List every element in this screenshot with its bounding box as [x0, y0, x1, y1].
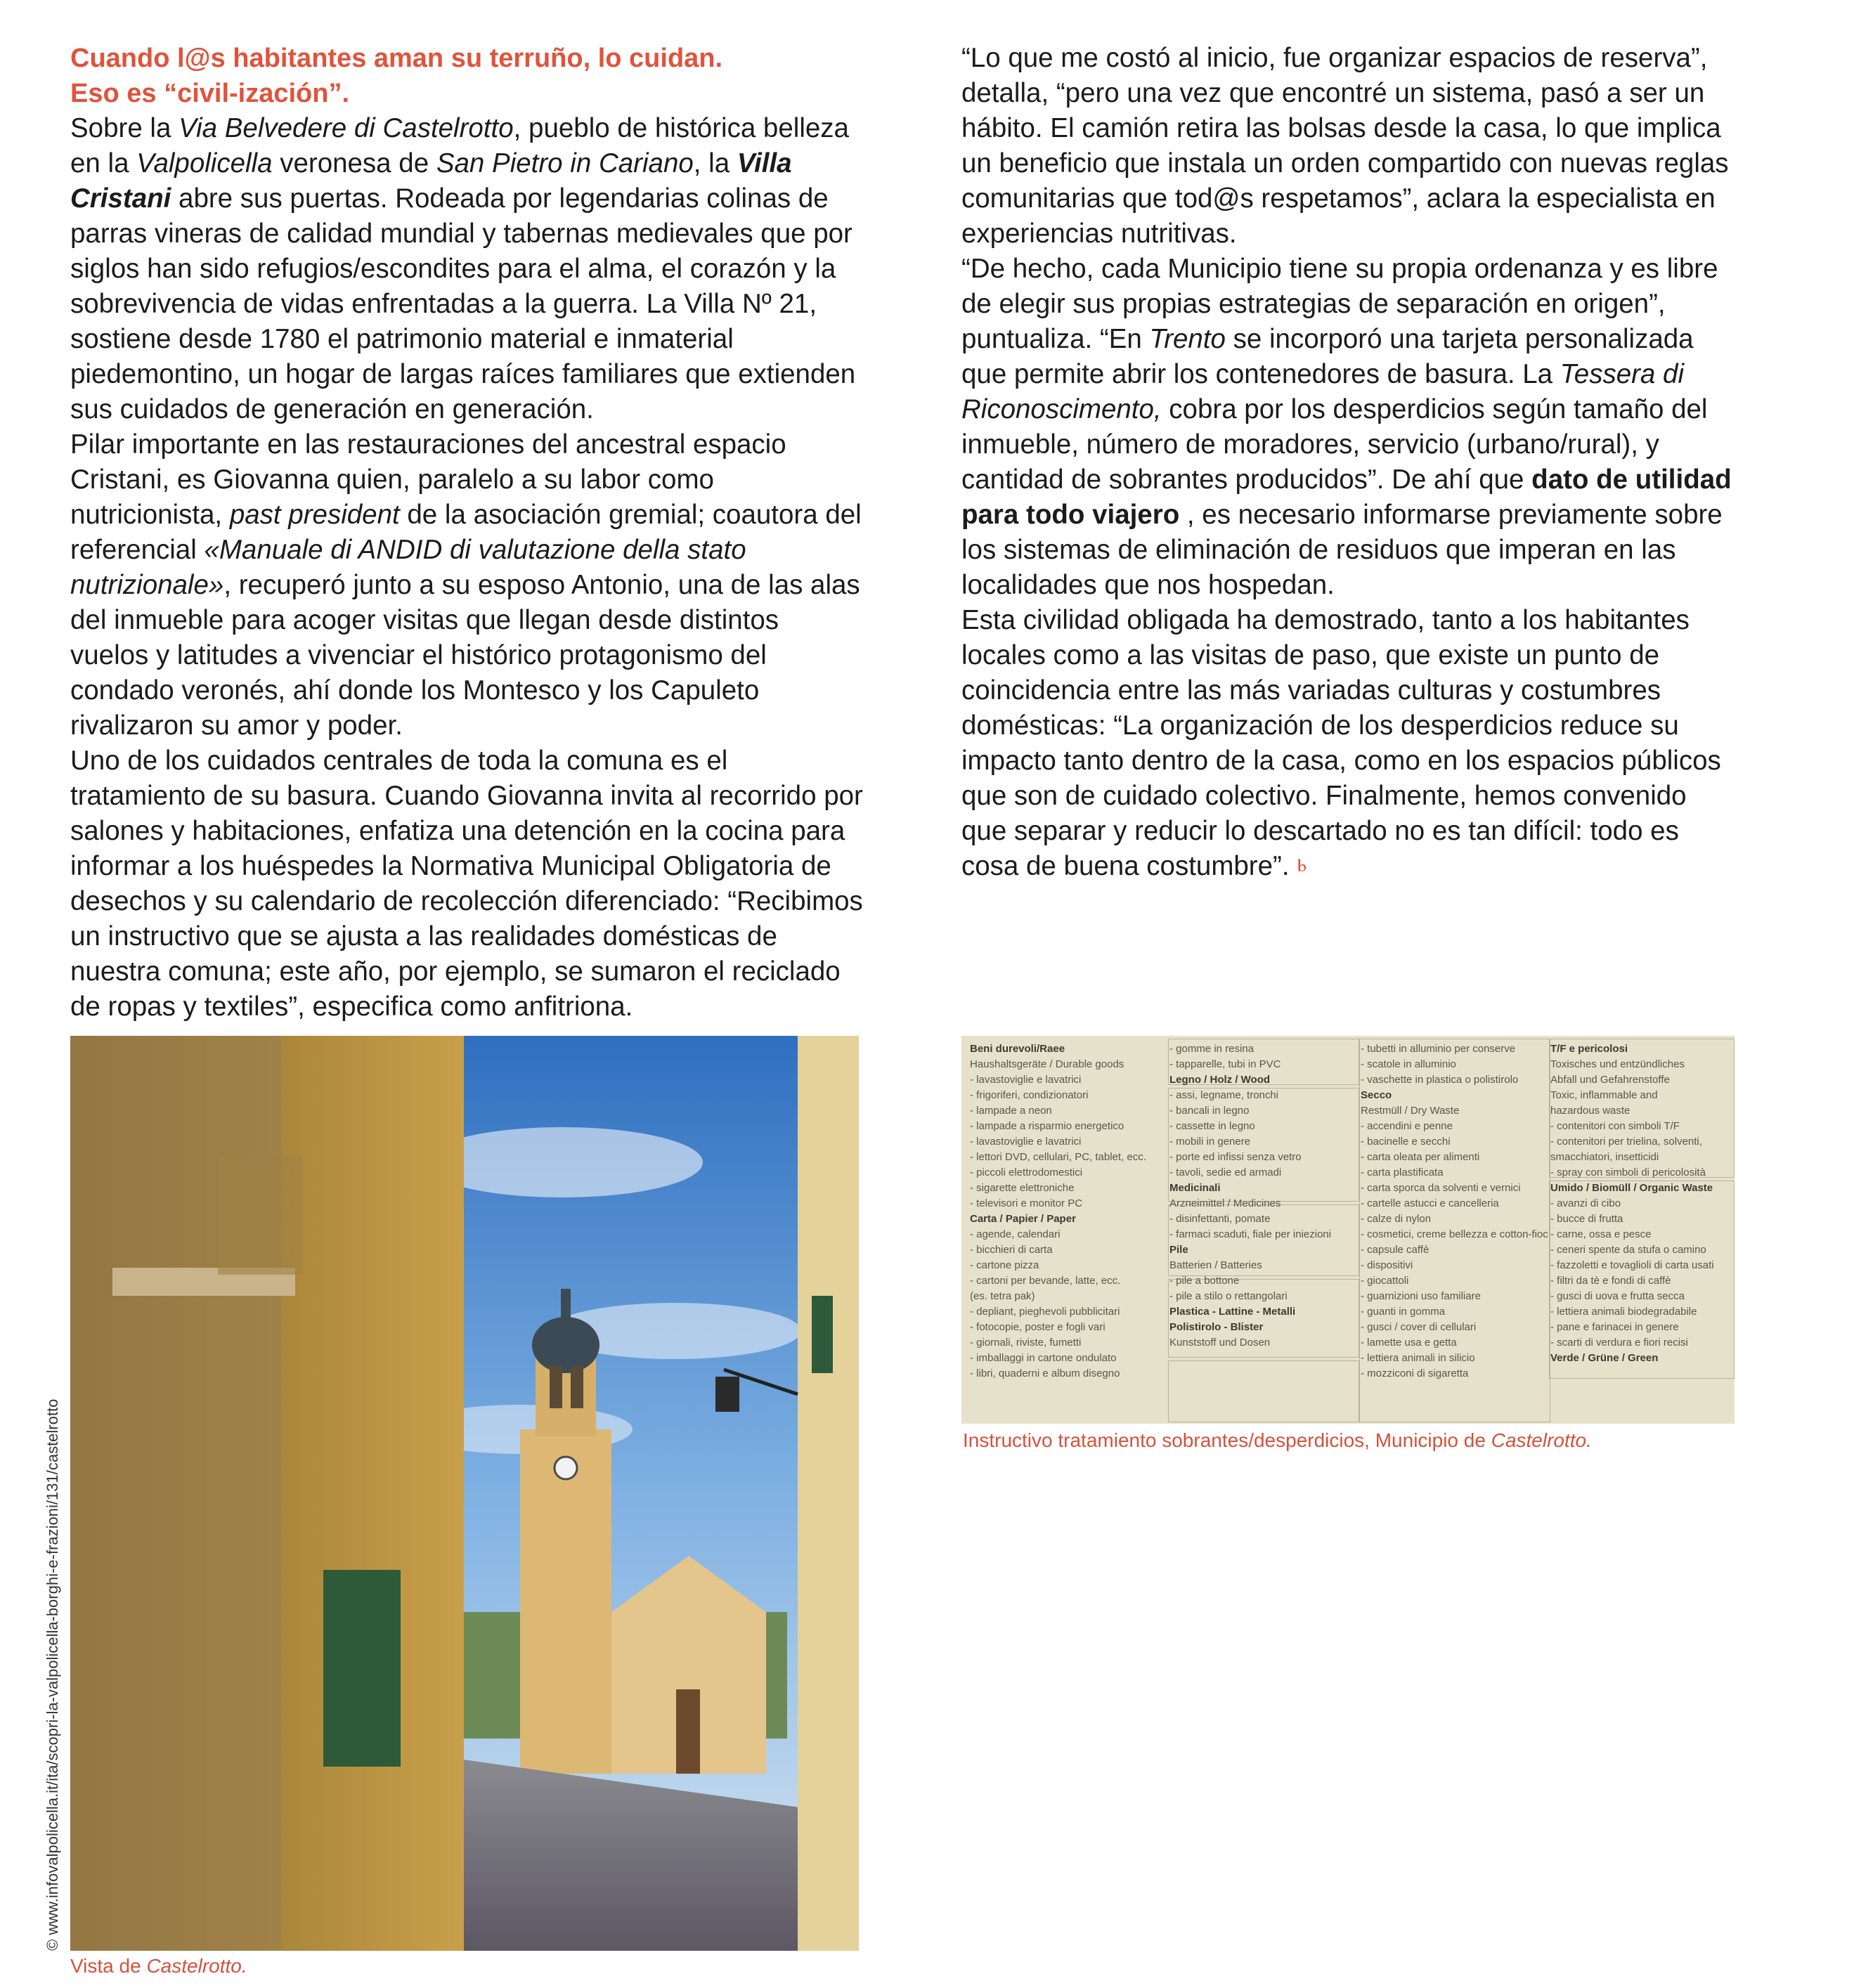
text-run: cobra por los desperdicios según tamaño del inmueble, número de moradores, servicio (urbano/rural), y cantidad de sobrantes producidos”. De ahí que	[961, 394, 1708, 495]
sheet-line: - cartoni per bevande, latte, ecc.	[970, 1275, 1121, 1287]
sheet-line: - contenitori con simboli T/F	[1550, 1120, 1680, 1132]
text-run: Esta civilidad obligada ha demostrado, tanto a los habitantes locales como a las visitas de paso, que existe un punto de coincidencia entre las más variadas culturas y costumbres domésticas: “La organización de los desperdicios reduce su impacto tanto dentro de la casa, como en los espacios públicos que son de cuidado colectivo. Finalmente, hemos convenido que separar y reducir lo descartado no es tan difícil: todo es cosa de buena costumbre”.	[961, 605, 1721, 881]
sheet-line: Haushaltsgeräte / Durable goods	[970, 1058, 1124, 1070]
caption-text: Vista de	[70, 1955, 147, 1977]
text-run: “De hecho, cada Municipio tiene su propia ordenanza y es libre de elegir sus propias estrategias de separación en origen”, puntualiza. “En	[961, 254, 1718, 354]
headline	[70, 41, 864, 111]
sheet-column-1	[970, 1041, 1168, 1382]
sheet-line: - calze di nylon	[1361, 1213, 1432, 1225]
sheet-line: Abfall und Gefahrenstoffe	[1550, 1074, 1670, 1086]
waste-instruction-sheet	[961, 1036, 1735, 1424]
sheet-line: - gomme in resina	[1169, 1043, 1255, 1055]
sheet-line: - filtri da tè e fondi di caffè	[1550, 1275, 1671, 1287]
sheet-line: (es. tetra pak)	[970, 1290, 1035, 1302]
sheet-line: - carta plastificata	[1361, 1167, 1444, 1178]
sheet-heading: T/F e pericolosi	[1550, 1043, 1628, 1055]
sheet-column-2	[1169, 1041, 1359, 1351]
sheet-line: - lettiera animali biodegradabile	[1550, 1306, 1697, 1318]
text-run: Sobre la	[70, 113, 179, 143]
sheet-line: - scatole in alluminio	[1361, 1058, 1456, 1070]
sheet-line: - bicchieri di carta	[970, 1244, 1053, 1256]
sheet-heading: Plastica - Lattine - Metalli	[1169, 1306, 1296, 1318]
text-run: , recuperó junto a su esposo Antonio, una de las alas del inmueble para acoger visitas que llegan desde distintos vuelos y latitudes a vivenciar el histórico protagonismo del condado veronés, ahí donde los Montesco y los Capuleto rivalizaron su amor y poder.	[70, 570, 860, 741]
sheet-line: - cassette in legno	[1169, 1120, 1255, 1132]
sheet-line: Restmüll / Dry Waste	[1361, 1105, 1460, 1117]
sheet-line: - accendini e penne	[1361, 1120, 1453, 1132]
sheet-line: - tavoli, sedie ed armadi	[1169, 1167, 1282, 1178]
sheet-line: - bacinelle e secchi	[1361, 1136, 1451, 1148]
sheet-line: - pane e farinacei in genere	[1550, 1321, 1679, 1333]
sheet-line: hazardous waste	[1550, 1105, 1631, 1117]
sheet-line: - contenitori per trielina, solventi,	[1550, 1136, 1702, 1148]
left-column	[70, 41, 864, 1025]
text-run: , pueblo de histórica belleza en la	[70, 113, 849, 178]
sheet-line: - dispositivi	[1361, 1259, 1413, 1271]
sheet-caption	[963, 1429, 1592, 1452]
sheet-heading: Beni durevoli/Raee	[970, 1043, 1065, 1055]
sheet-line: - assi, legname, tronchi	[1169, 1089, 1279, 1101]
italic-run: Trento	[1149, 324, 1226, 354]
sheet-line: smacchiatori, insetticidi	[1550, 1151, 1659, 1163]
sheet-line: - mobili in genere	[1169, 1136, 1251, 1148]
sheet-line: - carne, ossa e pesce	[1550, 1228, 1652, 1240]
sheet-heading: Umido / Biomüll / Organic Waste	[1550, 1182, 1713, 1194]
photo-caption	[70, 1955, 247, 1977]
paragraph-espacios-reserva: “Lo que me costó al inicio, fue organizar espacios de reserva”, detalla, “pero una vez que encontré un sistema, pasó a ser un hábito. El camión retira las bolsas desde la casa, lo que implica un beneficio que instala un orden compartido con nuevas reglas comunitarias que tod@s respetamos”, aclara la especialista en experiencias nutritivas.	[961, 43, 1729, 249]
sheet-line: Toxic, inflammable and	[1550, 1089, 1658, 1101]
sheet-line: - piccoli elettrodomestici	[970, 1167, 1083, 1178]
sheet-line: - cartelle astucci e cancelleria	[1361, 1197, 1499, 1209]
sheet-heading: Legno / Holz / Wood	[1169, 1074, 1271, 1086]
paragraph-basura: Uno de los cuidados centrales de toda la comuna es el tratamiento de su basura. Cuando Giovanna invita al recorrido por salones y habitaciones, enfatiza una detención en la cocina para informar a los huéspedes la Normativa Municipal Obligatoria de desechos y su calendario de recolección diferenciado: “Recibimos un instructivo que se ajusta a las realidades domésticas de nuestra comuna; este año, por ejemplo, se sumaron el reciclado de ropas y textiles”, especifica como anfitriona.	[70, 746, 863, 1022]
sheet-line: - guarnizioni uso familiare	[1361, 1290, 1481, 1302]
sheet-line: - televisori e monitor PC	[970, 1197, 1083, 1209]
photo-credit: © www.infovalpolicella.it/ita/scopri-la-valpolicella-borghi-e-frazioni/131/castelrotto	[44, 1398, 61, 1951]
text-run: de la asociación gremial; coautora del referencial	[70, 500, 862, 565]
caption-text: Instructivo tratamiento sobrantes/desperdicios, Municipio de	[963, 1429, 1491, 1451]
sheet-line: - tubetti in alluminio per conserve	[1361, 1043, 1516, 1055]
italic-run: «Manuale di ANDID di valutazione della stato nutrizionale»	[70, 535, 746, 600]
sheet-line: - tapparelle, tubi in PVC	[1169, 1058, 1281, 1070]
headline-line-1: Cuando l@s habitantes aman su terruño, lo cuidan.	[70, 44, 723, 73]
sheet-heading: Polistirolo - Blister	[1169, 1321, 1264, 1333]
italic-run: Valpolicella	[136, 148, 273, 178]
sheet-line: - pile a stilo o rettangolari	[1169, 1290, 1288, 1302]
paragraph-municipio	[961, 252, 1735, 603]
sheet-line: - ceneri spente da stufa o camino	[1550, 1244, 1706, 1256]
sheet-line: - libri, quaderni e album disegno	[970, 1367, 1120, 1379]
sheet-line: - lavastoviglie e lavatrici	[970, 1136, 1082, 1148]
sheet-line: - porte ed infissi senza vetro	[1169, 1151, 1302, 1163]
sheet-line: - agende, calendari	[970, 1228, 1061, 1240]
text-run: , es necesario informarse previamente sobre los sistemas de eliminación de residuos que imperan en las localidades que nos hospedan.	[961, 500, 1723, 600]
sheet-line: - lettori DVD, cellulari, PC, tablet, ecc.	[970, 1151, 1146, 1163]
sheet-line: - bancali in legno	[1169, 1105, 1250, 1117]
sheet-line: - farmaci scaduti, fiale per iniezioni	[1169, 1228, 1332, 1240]
sheet-line: - cartone pizza	[970, 1259, 1039, 1271]
text-run: veronesa de	[272, 148, 436, 178]
sheet-line: - gusci / cover di cellulari	[1361, 1321, 1477, 1333]
sheet-heading: Verde / Grüne / Green	[1550, 1352, 1659, 1364]
sheet-line: - carta oleata per alimenti	[1361, 1151, 1480, 1163]
sheet-line: Toxisches und entzündliches	[1550, 1058, 1685, 1070]
sheet-line: - spray con simboli di pericolosità	[1550, 1167, 1706, 1178]
sheet-line: - lettiera animali in silicio	[1361, 1352, 1475, 1364]
text-run: Pilar importante en las restauraciones del ancestral espacio Cristani, es Giovanna quien, paralelo a su labor como nutricionista,	[70, 429, 786, 530]
text-run: se incorporó una tarjeta personalizada que permite abrir los contenedores de basura. La	[961, 324, 1694, 389]
sheet-line: - giornali, riviste, fumetti	[970, 1337, 1082, 1349]
sheet-line: - capsule caffè	[1361, 1244, 1430, 1256]
sheet-column-4	[1550, 1041, 1735, 1366]
sheet-line: - mozziconi di sigaretta	[1361, 1367, 1469, 1379]
sheet-line: Kunststoff und Dosen	[1169, 1337, 1271, 1349]
end-mark-icon: ⱃ	[1297, 854, 1307, 881]
text-run: , la	[693, 148, 737, 178]
italic-run: past president	[229, 500, 400, 530]
sheet-line: - scarti di verdura e fiori recisi	[1550, 1337, 1688, 1349]
sheet-line: - bucce di frutta	[1550, 1213, 1623, 1225]
sheet-line: - guanti in gomma	[1361, 1306, 1446, 1318]
caption-italic: Castelrotto.	[1491, 1429, 1592, 1451]
sheet-line: - avanzi di cibo	[1550, 1197, 1621, 1209]
headline-line-2: Eso es “civil-ización”.	[70, 79, 350, 108]
sheet-line: - lavastoviglie e lavatrici	[970, 1074, 1082, 1086]
sheet-heading: Secco	[1361, 1089, 1392, 1101]
paragraph-villa-cristani	[70, 111, 864, 427]
paragraph-civilidad	[961, 603, 1735, 885]
italic-run: Via Belvedere di Castelrotto	[179, 113, 514, 143]
sheet-line: - lampade a risparmio energetico	[970, 1120, 1124, 1132]
sheet-line: - imballaggi in cartone ondulato	[970, 1352, 1117, 1364]
sheet-line: - pile a bottone	[1169, 1275, 1240, 1287]
sheet-line: Arzneimittel / Medicines	[1169, 1197, 1281, 1209]
sheet-line: - frigoriferi, condizionatori	[970, 1089, 1089, 1101]
bold-run: dato de utilidad para todo viajero	[961, 464, 1732, 530]
caption-italic: Castelrotto.	[146, 1955, 247, 1977]
sheet-line: - sigarette elettroniche	[970, 1182, 1075, 1194]
bold-italic-run: Villa Cristani	[70, 148, 792, 214]
italic-run: Tessera di Riconoscimento,	[961, 359, 1684, 424]
sheet-heading: Pile	[1169, 1244, 1188, 1256]
sheet-heading: Carta / Papier / Paper	[970, 1213, 1076, 1225]
castelrotto-photo	[70, 1036, 859, 1951]
sheet-line: - lamette usa e getta	[1361, 1337, 1457, 1349]
italic-run: San Pietro in Cariano	[436, 148, 694, 178]
paragraph-giovanna	[70, 427, 864, 743]
text-run: abre sus puertas. Rodeada por legendarias colinas de parras vineras de calidad mundial y tabernas medievales que por siglos han sido refugios/escondites para el alma, el corazón y la sobrevivencia de vidas enfrentadas a la guerra. La Villa Nº 21, sostiene desde 1780 el patrimonio material e inmaterial piedemontino, un hogar de largas raíces familiares que extienden sus cuidados de generación en generación.	[70, 183, 856, 424]
sheet-line: - fotocopie, poster e fogli vari	[970, 1321, 1106, 1333]
sheet-column-3	[1361, 1041, 1550, 1382]
sheet-line: - vaschette in plastica o polistirolo	[1361, 1074, 1519, 1086]
sheet-line: Batterien / Batteries	[1169, 1259, 1262, 1271]
sheet-line: - depliant, pieghevoli pubblicitari	[970, 1306, 1120, 1318]
sheet-line: - disinfettanti, pomate	[1169, 1213, 1271, 1225]
sheet-line: - gusci di uova e frutta secca	[1550, 1290, 1685, 1302]
sheet-line: - fazzoletti e tovaglioli di carta usati	[1550, 1259, 1714, 1271]
right-column	[961, 41, 1735, 885]
sheet-heading: Medicinali	[1169, 1182, 1221, 1194]
sheet-line: - lampade a neon	[970, 1105, 1052, 1117]
sheet-line: - giocattoli	[1361, 1275, 1409, 1287]
sheet-line: - carta sporca da solventi e vernici	[1361, 1182, 1521, 1194]
sheet-line: - cosmetici, creme bellezza e cotton-fioc	[1361, 1228, 1548, 1240]
